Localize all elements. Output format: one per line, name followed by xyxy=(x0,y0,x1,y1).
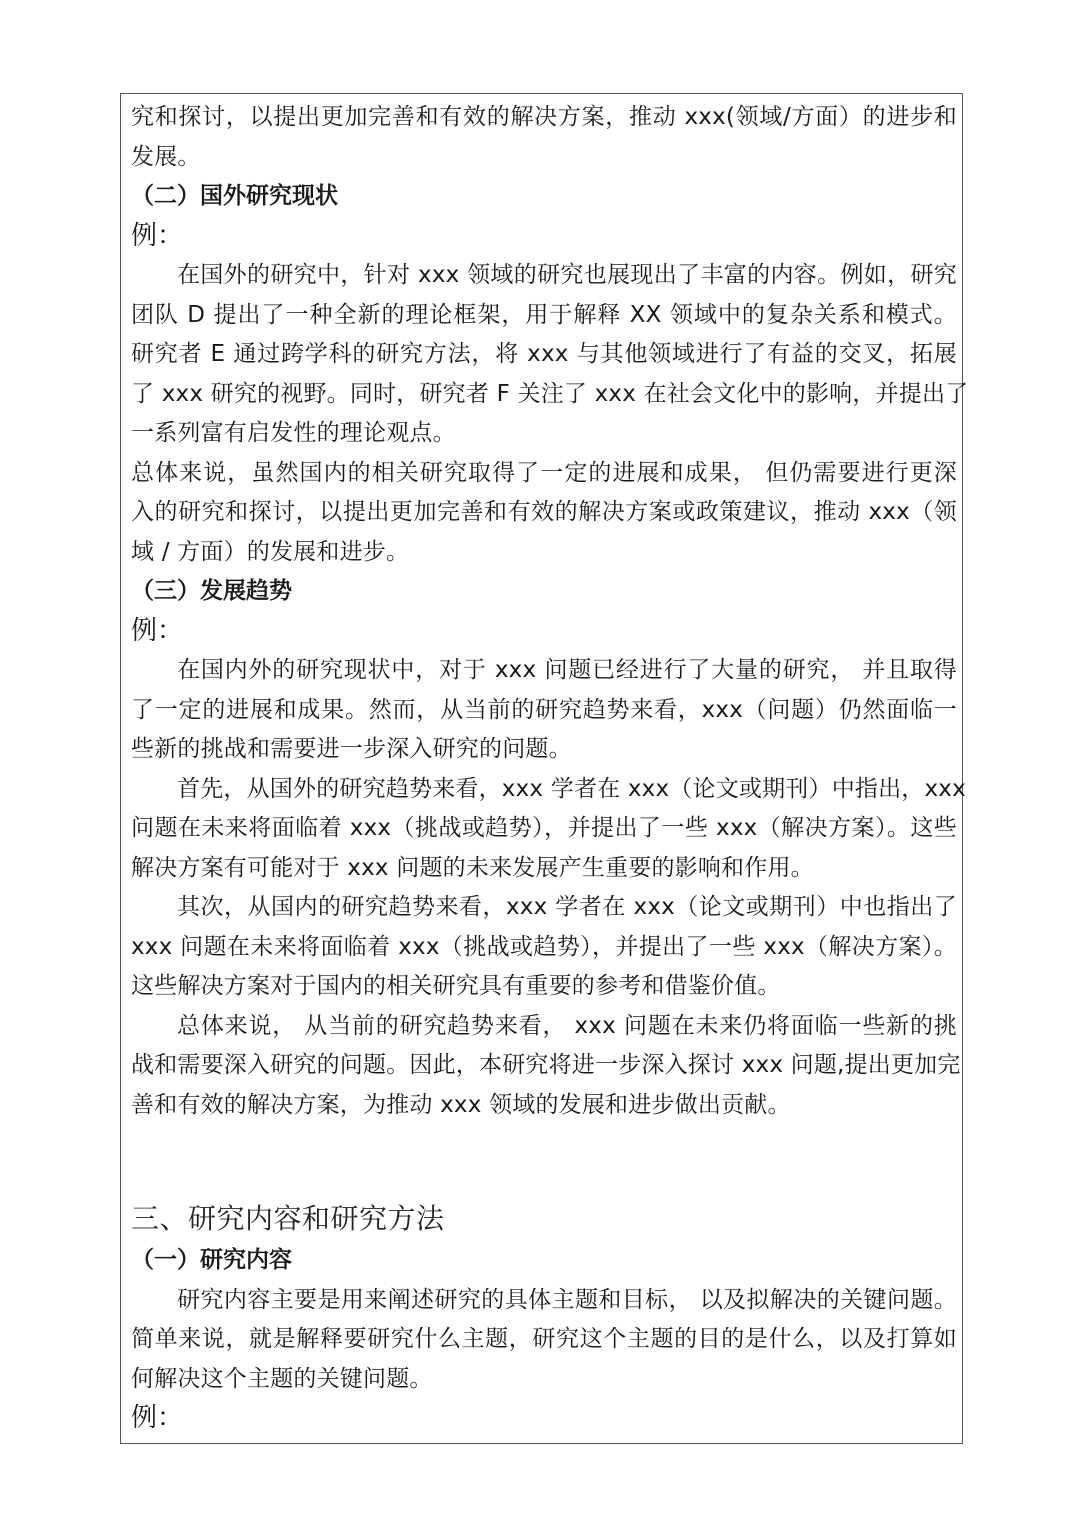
paragraph-line: 域 / 方面）的发展和进步。 xyxy=(131,538,410,565)
document-body xyxy=(131,98,969,1439)
paragraph-line: 问题在未来将面临着 xxx（挑战或趋势），并提出了一些 xxx（解决方案）。这些 xyxy=(131,815,957,841)
paragraph-line: 一系列富有启发性的理论观点。 xyxy=(131,420,456,446)
paragraph-line: 了一定的进展和成果。然而，从当前的研究趋势来看，xxx（问题）仍然面临一 xyxy=(131,696,957,723)
paragraph-line: 究和探讨，以提出更加完善和有效的解决方案，推动 xxx(领域/方面）的进步和 xyxy=(131,104,957,130)
paragraph-line: 首先，从国外的研究趋势来看，xxx 学者在 xxx（论文或期刊）中指出，xxx xyxy=(177,775,966,802)
spacer xyxy=(131,1125,957,1197)
example-label: 例： xyxy=(131,615,184,646)
paragraph-line: 了 xxx 研究的视野。同时，研究者 F 关注了 xxx 在社会文化中的影响，并提出了 xyxy=(131,380,969,407)
paragraph-line: 在国内外的研究现状中，对于 xxx 问题已经进行了大量的研究， 并且取得 xyxy=(177,657,957,683)
paragraph-line: 些新的挑战和需要进一步深入研究的问题。 xyxy=(131,736,572,762)
paragraph-line: 这些解决方案对于国内的相关研究具有重要的参考和借鉴价值。 xyxy=(131,973,781,999)
paragraph-line: 善和有效的解决方案，为推动 xxx 领域的发展和进步做出贡献。 xyxy=(131,1091,791,1118)
paragraph-line: 总体来说， 从当前的研究趋势来看， xxx 问题在未来仍将面临一些新的挑 xyxy=(177,1012,957,1039)
paragraph-line: 战和需要深入研究的问题。因此，本研究将进一步深入探讨 xxx 问题,提出更加完 xyxy=(131,1052,961,1078)
subheading-development-trend: （三）发展趋势 xyxy=(131,578,292,604)
paragraph-line: 在国外的研究中，针对 xxx 领域的研究也展现出了丰富的内容。例如，研究 xyxy=(177,262,957,288)
paragraph-line: 发展。 xyxy=(131,143,201,170)
paragraph-line: 解决方案有可能对于 xxx 问题的未来发展产生重要的影响和作用。 xyxy=(131,854,814,881)
example-label: 例： xyxy=(131,220,184,251)
paragraph-line: 研究者 E 通过跨学科的研究方法，将 xxx 与其他领域进行了有益的交叉，拓展 xyxy=(131,341,957,367)
paragraph-line: 简单来说，就是解释要研究什么主题，研究这个主题的目的是什么，以及打算如 xyxy=(131,1326,957,1352)
example-label: 例： xyxy=(131,1403,184,1433)
section-heading-research-content-methods: 三、研究内容和研究方法 xyxy=(131,1202,445,1235)
paragraph-line: 研究内容主要是用来阐述研究的具体主题和目标， 以及拟解决的关键问题。 xyxy=(177,1286,957,1313)
paragraph-line: 入的研究和探讨，以提出更加完善和有效的解决方案或政策建议，推动 xxx（领 xyxy=(131,499,957,525)
paragraph-line: 其次，从国内的研究趋势来看，xxx 学者在 xxx（论文或期刊）中也指出了 xyxy=(177,894,957,920)
paragraph-line: 何解决这个主题的关键问题。 xyxy=(131,1365,433,1392)
paragraph-line: 总体来说，虽然国内的相关研究取得了一定的进展和成果， 但仍需要进行更深 xyxy=(131,459,957,486)
paragraph-line: 团队 D 提出了一种全新的理论框架，用于解释 XX 领域中的复杂关系和模式。 xyxy=(131,301,957,328)
subheading-foreign-research: （二）国外研究现状 xyxy=(131,183,338,209)
paragraph-line: xxx 问题在未来将面临着 xxx（挑战或趋势），并提出了一些 xxx（解决方案）。 xyxy=(131,933,957,960)
subheading-research-content: （一）研究内容 xyxy=(131,1247,292,1273)
